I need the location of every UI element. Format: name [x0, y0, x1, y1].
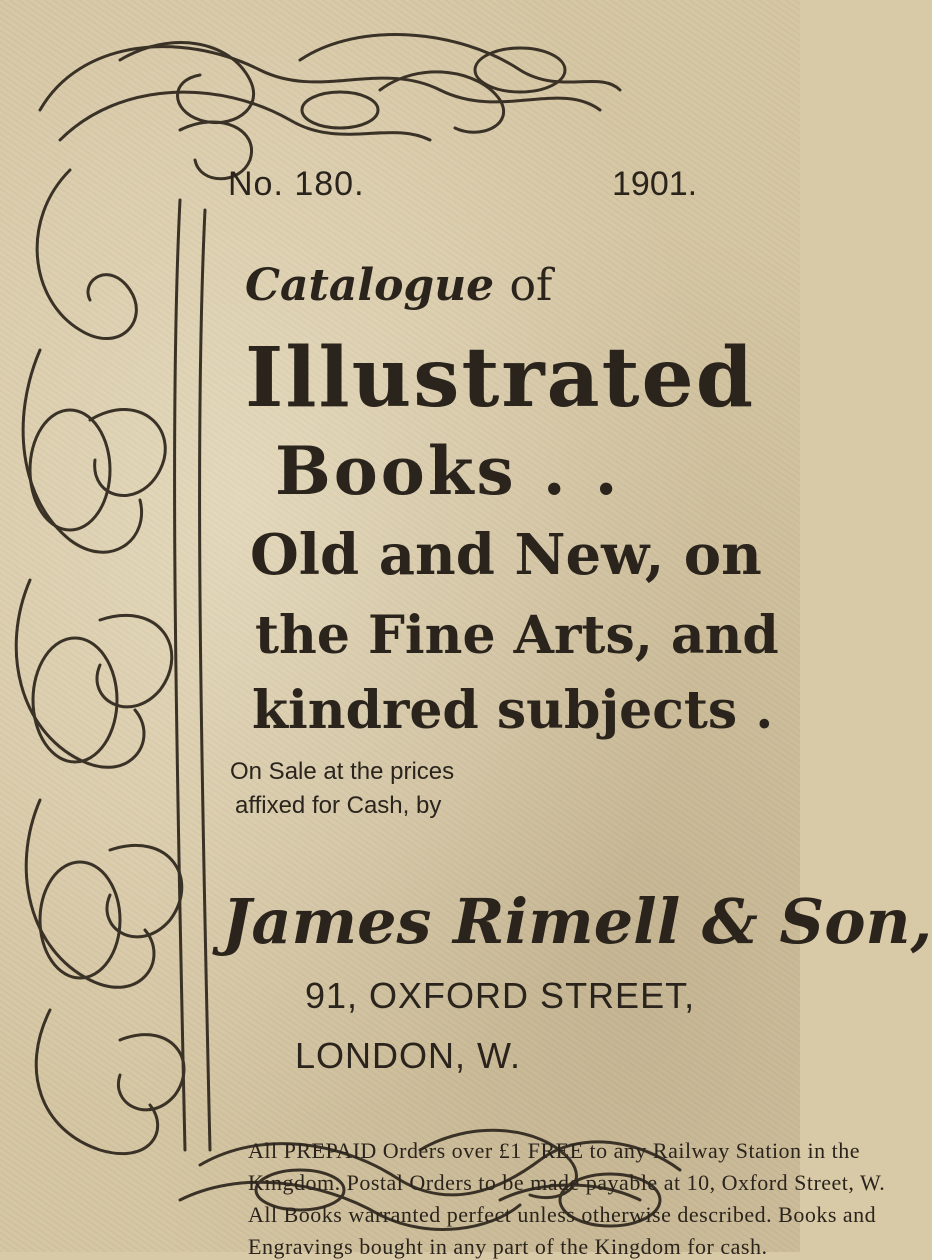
notice-line-2: Kingdom. Postal Orders to be made payable at 10, Oxford Street, W.: [248, 1170, 886, 1195]
title-fine-arts: the Fine Arts, and: [255, 605, 779, 666]
sale-line-1: On Sale at the prices: [230, 758, 455, 785]
catalogue-number: No. 180.: [228, 165, 365, 203]
notice-line-1: All PREPAID Orders over £1 FREE to any Railway Station in the: [248, 1138, 861, 1163]
catalogue-year: 1901.: [612, 165, 698, 203]
notice-line-3: All Books warranted perfect unless otherwise described. Books and: [248, 1202, 877, 1227]
seller-city: LONDON, W.: [295, 1035, 522, 1076]
seller-name: James Rimell & Son,: [222, 885, 932, 958]
title-books: Books . .: [275, 432, 621, 510]
seller-street: 91, OXFORD STREET,: [305, 975, 696, 1016]
title-catalogue: [245, 260, 552, 311]
title-catalogue-word: Catalogue: [245, 260, 495, 311]
notice-line-4: Engravings bought in any part of the Kingdom for cash.: [248, 1234, 768, 1259]
title-of-word: of: [509, 260, 553, 311]
sale-line-2: affixed for Cash, by: [235, 792, 442, 819]
title-kindred-subjects: kindred subjects .: [252, 680, 774, 741]
title-illustrated: Illustrated: [245, 330, 756, 426]
title-old-and-new: Old and New, on: [250, 522, 762, 588]
